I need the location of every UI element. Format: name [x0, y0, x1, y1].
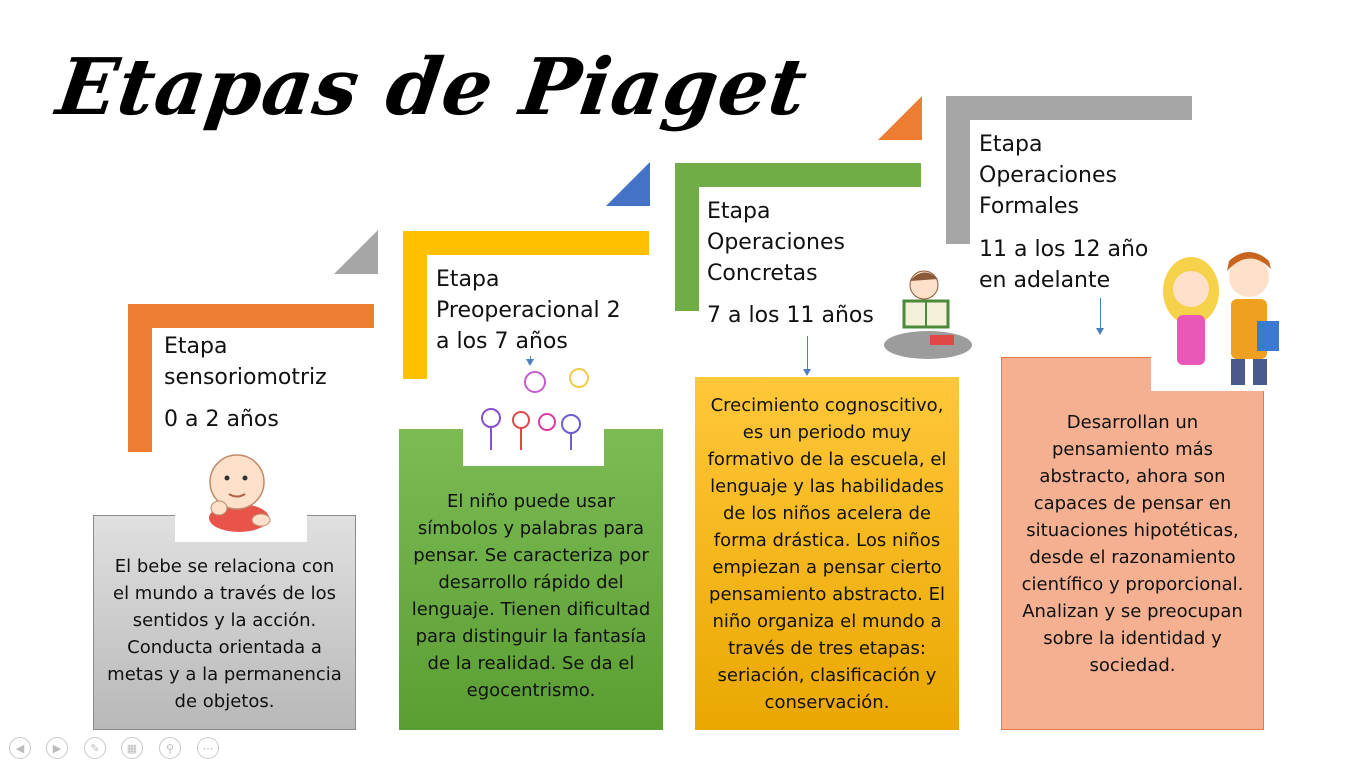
stage-3-age: 7 a los 11 años: [707, 303, 874, 328]
baby-illustration-icon: [175, 438, 307, 542]
stage-1-name: [164, 331, 327, 393]
stage-3-side-bar: [675, 163, 699, 311]
stage-4-age-line2: en adelante: [979, 268, 1111, 293]
stage-1-name-line1: Etapa: [164, 334, 228, 359]
stage-2-name: [436, 264, 621, 357]
page-title: Etapas de Piaget: [51, 42, 813, 133]
stage-3-name: [707, 196, 845, 289]
stage-3-name-line1: Etapa: [707, 199, 771, 224]
stage-1-side-bar: [128, 304, 152, 452]
stage-4-name-line3: Formales: [979, 194, 1080, 219]
stage-1-description: El bebe se relaciona con el mundo a través de los sentidos y la acción. Conducta orientada a metas y a la permanencia de objetos.: [93, 515, 356, 730]
stage-4-arrow: [1100, 298, 1101, 333]
stage-4-side-bar: [946, 96, 970, 244]
more-icon[interactable]: ⋯: [197, 737, 219, 759]
child-drawing-illustration-icon: [463, 360, 604, 466]
previous-icon[interactable]: ◀: [9, 737, 31, 759]
stage-2-name-line2: Preoperacional 2: [436, 298, 621, 323]
stage-2-top-bar: [403, 231, 649, 255]
stage-3-name-line3: Concretas: [707, 261, 818, 286]
stage-2-arrow: [530, 356, 531, 364]
stage-3-name-line2: Operaciones: [707, 230, 845, 255]
stage-1-corner-triangle: [334, 230, 378, 274]
stage-1-age: 0 a 2 años: [164, 407, 279, 432]
boy-reading-illustration-icon: [878, 265, 978, 365]
stage-4-name-line1: Etapa: [979, 132, 1043, 157]
stage-4-top-bar: [946, 96, 1192, 120]
pen-icon[interactable]: ✎: [84, 737, 106, 759]
stage-4-age-line1: 11 a los 12 año: [979, 237, 1149, 262]
stage-4-name: [979, 129, 1117, 222]
stage-3-arrow: [807, 336, 808, 374]
stage-1-top-bar: [128, 304, 374, 328]
teenagers-illustration-icon: [1151, 241, 1295, 391]
stage-1-name-line2: sensoriomotriz: [164, 365, 327, 390]
stage-3-corner-triangle: [878, 96, 922, 140]
stage-3-top-bar: [675, 163, 921, 187]
stage-2-name-line3: a los 7 años: [436, 329, 568, 354]
zoom-icon[interactable]: ⚲: [159, 737, 181, 759]
stage-2-name-line1: Etapa: [436, 267, 500, 292]
stage-4-name-line2: Operaciones: [979, 163, 1117, 188]
stage-3-description: Crecimiento cognoscitivo, es un periodo muy formativo de la escuela, el lenguaje y las habilidades de los niños acelera de forma drástica. Los niños empiezan a pensar cierto pensamiento abstracto. El niño organiza el mundo a través de tres etapas: seriación, clasificación y conservación.: [695, 377, 959, 730]
stage-2-corner-triangle: [606, 162, 650, 206]
next-icon[interactable]: ▶: [46, 737, 68, 759]
stage-4-age: [979, 234, 1148, 296]
stage-2-description: El niño puede usar símbolos y palabras para pensar. Se caracteriza por desarrollo rápido del lenguaje. Tienen dificultad para distinguir la fantasía de la realidad. Se da el egocentrismo.: [399, 429, 663, 730]
stage-2-side-bar: [403, 231, 427, 379]
stage-4-description: Desarrollan un pensamiento más abstracto, ahora son capaces de pensar en situaciones hipotéticas, desde el razonamiento científico y proporcional. Analizan y se preocupan sobre la identidad y sociedad.: [1001, 357, 1264, 730]
slides-icon[interactable]: ▦: [121, 737, 143, 759]
